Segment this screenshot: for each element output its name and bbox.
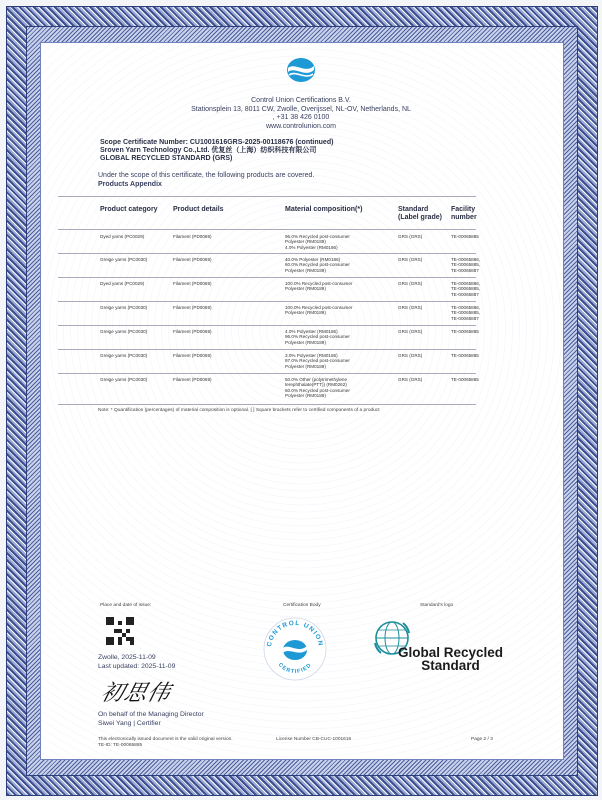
place-date-label: Place and date of issue: (100, 603, 152, 608)
header-material-composition: Material composition(*) (285, 206, 363, 213)
control-union-certified-seal-icon (262, 616, 328, 682)
header-product-category: Product category (100, 206, 158, 213)
table-row-1-category: Greige yarns (PC0030) (100, 257, 148, 262)
table-row-5-category: Greige yarns (PC0030) (100, 353, 148, 358)
table-row-4-details: Filament (PD0069) (173, 329, 212, 334)
header-standard: Standard (Label grade) (398, 206, 442, 222)
signatory-name: Siwei Yang | Certifier (98, 719, 161, 727)
grs-logo-line2: Standard (421, 658, 480, 673)
row-rule (58, 253, 476, 254)
license-number: License Number CB-CUC-1001616 (276, 737, 352, 742)
table-row-3-composition: 100.0% Recycled post-consumer Polyester (RM0189) (285, 305, 353, 316)
table-bottom-rule (58, 404, 476, 405)
company-name: Sroven Yarn Technology Co.,Ltd. 优复丝（上海）纺织科技有限公司 (100, 147, 317, 154)
table-row-2-details: Filament (PD0069) (173, 281, 212, 286)
table-row-5-details: Filament (PD0069) (173, 353, 212, 358)
header-facility-number: Facility number (451, 206, 477, 222)
on-behalf-text: On behalf of the Managing Director (98, 711, 204, 718)
place-and-date: Zwolle, 2025-11-09 (98, 654, 156, 661)
table-row-1-details: Filament (PD0069) (173, 257, 212, 262)
issuer-name: Control Union Certifications B.V. (251, 97, 351, 104)
scope-certificate-number: Scope Certificate Number: CU1001616GRS-2025-00118676 (continued) (100, 139, 334, 146)
row-rule (58, 277, 476, 278)
signature: 初思伟 (98, 681, 174, 706)
control-union-logo-icon (285, 56, 317, 84)
header-product-details: Product details (173, 206, 224, 213)
table-row-6-details: Filament (PD0069) (173, 377, 212, 382)
issuer-address: Stationsplein 13, 8011 CW, Zwolle, Overijssel, NL-OV, Netherlands, NL (191, 105, 411, 113)
te-id: TE-ID: TE-00065885 (98, 743, 143, 748)
table-row-6-composition: 50.0% Other (polytrimethylene terephthalate(PTT)) (RM0262) 50.0% Recycled post-consumer Polyester (RM0189) (285, 377, 350, 399)
table-row-0-facility: TE-00065885 (451, 234, 479, 239)
table-top-rule (58, 196, 476, 197)
issuer-website: www.controlunion.com (265, 122, 337, 130)
table-row-0-composition: 96.0% Recycled post-consumer Polyester (RM0189) 4.0% Polyester (RM0186) (285, 234, 350, 250)
qr-code-icon (106, 617, 134, 645)
header-rule (58, 229, 476, 230)
electronic-original-note: This electronically issued document is the valid original version. (98, 737, 233, 742)
table-row-0-standard: GRS (GRS) (398, 234, 423, 239)
row-rule (58, 349, 476, 350)
table-row-2-facility: TE-00065886, TE-00065885, TE-00065887 (451, 281, 481, 297)
intro-text: Under the scope of this certificate, the following products are covered. (98, 172, 315, 179)
table-row-3-details: Filament (PD0069) (173, 305, 212, 310)
table-row-2-composition: 100.0% Recycled post-consumer Polyester (RM0189) (285, 281, 353, 292)
standards-logo-label: Standard's logo (420, 603, 454, 608)
row-rule (58, 373, 476, 374)
certification-body-label: Certification Body (283, 603, 321, 608)
row-rule (58, 301, 476, 302)
table-row-4-standard: GRS (GRS) (398, 329, 423, 334)
table-row-6-facility: TE-00065885 (451, 377, 479, 382)
row-rule (58, 325, 476, 326)
table-row-0-category: Dyed yarns (PC0029) (100, 234, 145, 239)
last-updated: Last updated: 2025-11-09 (98, 662, 176, 670)
table-row-0-details: Filament (PD0069) (173, 234, 212, 239)
seal-bottom-text: CERTIFIED (276, 662, 314, 676)
table-row-1-composition: 40.0% Polyester (RM0186) 60.0% Recycled post-consumer Polyester (RM0189) (285, 257, 350, 273)
standard-name: GLOBAL RECYCLED STANDARD (GRS) (100, 155, 233, 162)
table-note: Note: * Quantification (percentages) of material composition is optional. [ ] Square brackets refer to certified components of a product (98, 408, 380, 413)
table-row-6-standard: GRS (GRS) (398, 377, 423, 382)
table-row-3-facility: TE-00065886, TE-00065885, TE-00065887 (451, 305, 481, 321)
section-title: Products Appendix (98, 180, 162, 188)
seal-top-text: CONTROL UNION (266, 619, 324, 648)
table-row-3-category: Greige yarns (PC0030) (100, 305, 148, 310)
grs-logo-line1: Global Recycled (398, 645, 504, 660)
table-row-5-standard: GRS (GRS) (398, 353, 423, 358)
table-row-4-category: Greige yarns (PC0030) (100, 329, 148, 334)
table-row-4-composition: 4.0% Polyester (RM0186) 96.0% Recycled post-consumer Polyester (RM0189) (285, 329, 350, 345)
table-row-6-category: Greige yarns (PC0030) (100, 377, 148, 382)
table-row-5-facility: TE-00065885 (451, 353, 479, 358)
table-row-5-composition: 3.0% Polyester (RM0186) 97.0% Recycled post-consumer Polyester (RM0189) (285, 353, 350, 369)
table-row-3-standard: GRS (GRS) (398, 305, 423, 310)
table-row-2-standard: GRS (GRS) (398, 281, 423, 286)
table-row-2-category: Dyed yarns (PC0029) (100, 281, 145, 286)
page-number: Page 2 / 3 (471, 737, 493, 742)
table-row-4-facility: TE-00065885 (451, 329, 479, 334)
issuer-phone: , +31 38 426 0100 (272, 114, 330, 121)
table-row-1-facility: TE-00065886, TE-00065885, TE-00065887 (451, 257, 481, 273)
table-row-1-standard: GRS (GRS) (398, 257, 423, 262)
